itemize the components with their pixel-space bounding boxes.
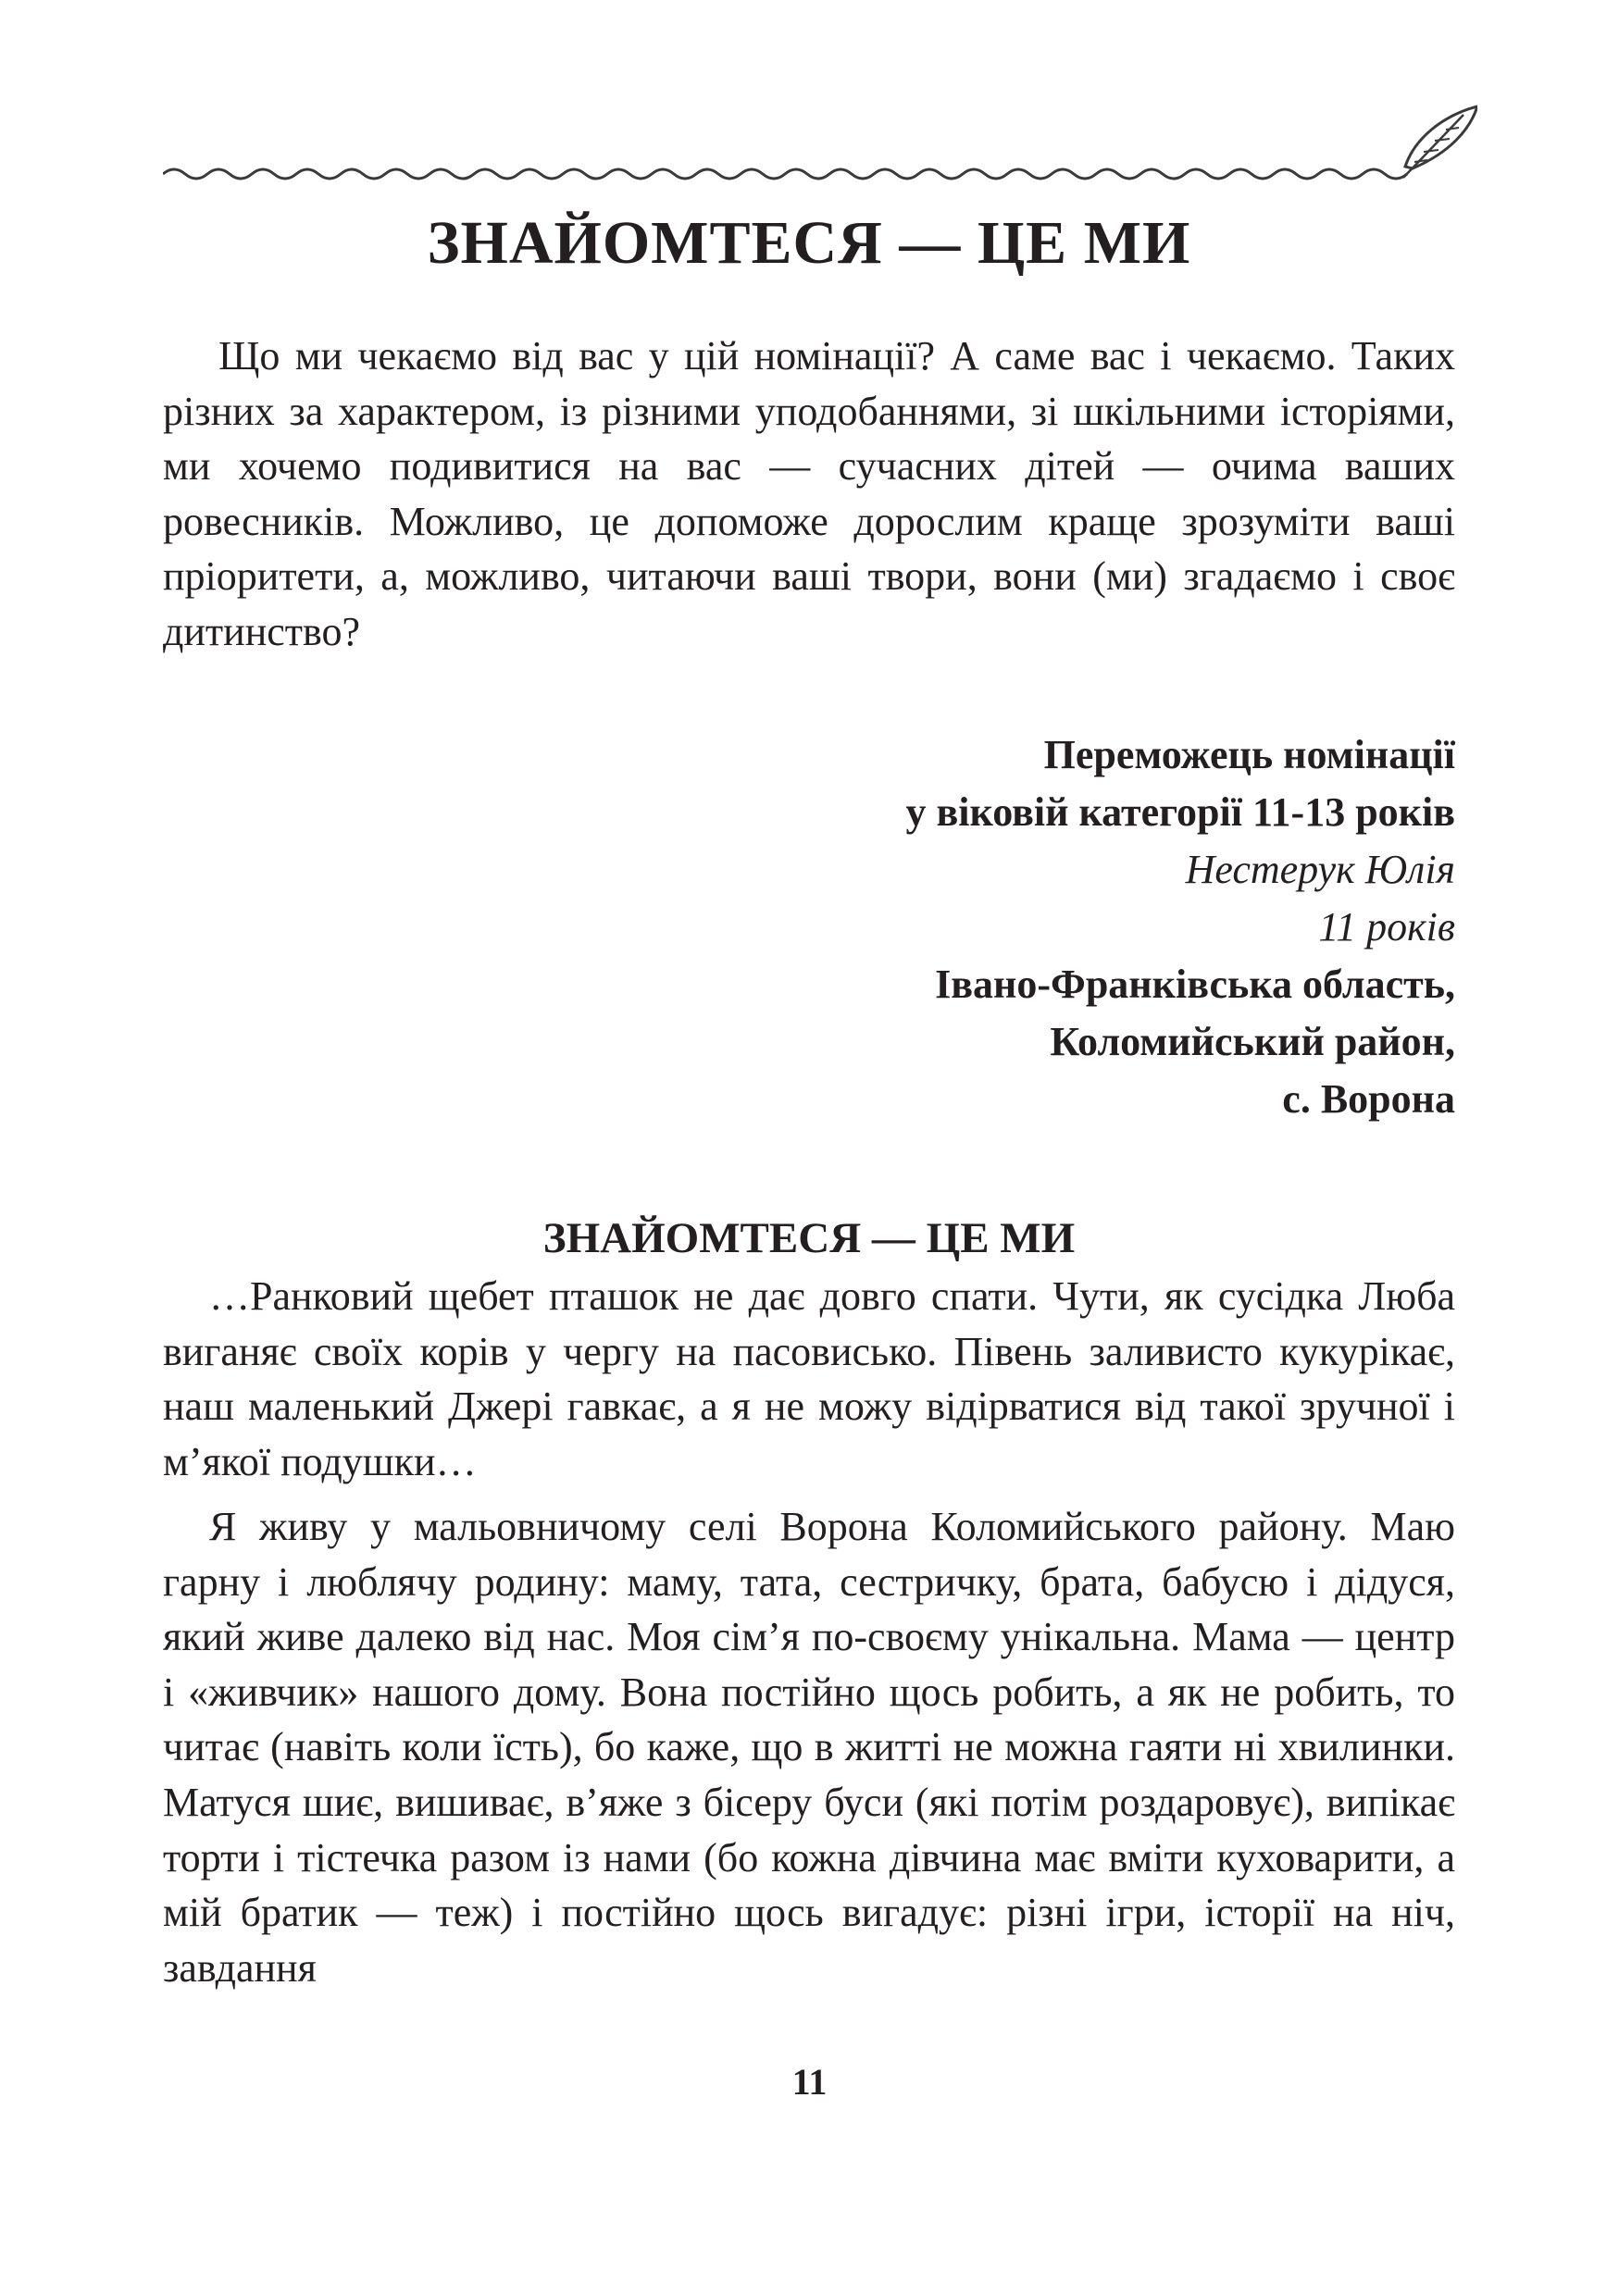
wavy-line-with-feather-icon <box>163 102 1477 194</box>
winner-district: Коломийський район, <box>1050 1019 1455 1064</box>
story-paragraph: …Ранковий щебет пташок не дає довго спати. Чути, як сусідка Люба виганяє своїх корів у чергу на пасовисько. Півень заливисто кукурікає, наш маленький Джері гавкає, а я не можу відірватися від такої зручної і м’якої подушки… <box>163 1273 1455 1484</box>
winner-region: Івано-Франківська область, <box>935 962 1455 1007</box>
winner-category-line: у віковій категорії 11-13 років <box>905 789 1455 835</box>
winner-name: Нестерук Юлія <box>1185 847 1455 892</box>
winner-block <box>905 726 1455 1128</box>
winner-nomination-line: Переможець номінації <box>1043 732 1455 777</box>
winner-village: с. Ворона <box>1282 1076 1455 1122</box>
story-title: ЗНАЙОМТЕСЯ — ЦЕ МИ <box>542 1214 1076 1262</box>
page-title: ЗНАЙОМТЕСЯ — ЦЕ МИ <box>427 209 1191 277</box>
intro-paragraph: Що ми чекаємо від вас у цій номінації? А саме вас і чекаємо. Таких різних за характером, із різними уподобаннями, зі шкільними історіями, ми хочемо подивитися на вас — сучасних дітей — очима ваших ровесників. Можливо, це допоможе дорослим краще зрозуміти ваші пріоритети, а, можливо, читаючи ваші твори, вони (ми) згадаємо і своє дитинство? <box>163 333 1455 654</box>
page-number: 11 <box>791 2061 828 2103</box>
story-paragraph: Я живу у мальовничому селі Ворона Коломийського району. Маю гарну і люблячу родину: маму, тата, сестричку, брата, бабусю і дідуся, який живе далеко від нас. Моя сім’я по-своєму унікальна. Мама — центр і «живчик» нашого дому. Вона постійно щось робить, а як не робить, то читає (навіть коли їсть), бо каже, що в житті не можна гаяти ні хвилинки. Матуся шиє, вишиває, в’яже з бісеру буси (які потім роздаровує), випікає торти і тістечка разом із нами (бо кожна дівчина має вміти куховарити, а мій братик — теж) і постійно щось вигадує: різні ігри, історії на ніч, завдання <box>163 1504 1455 1991</box>
winner-age: 11 років <box>1318 904 1455 949</box>
